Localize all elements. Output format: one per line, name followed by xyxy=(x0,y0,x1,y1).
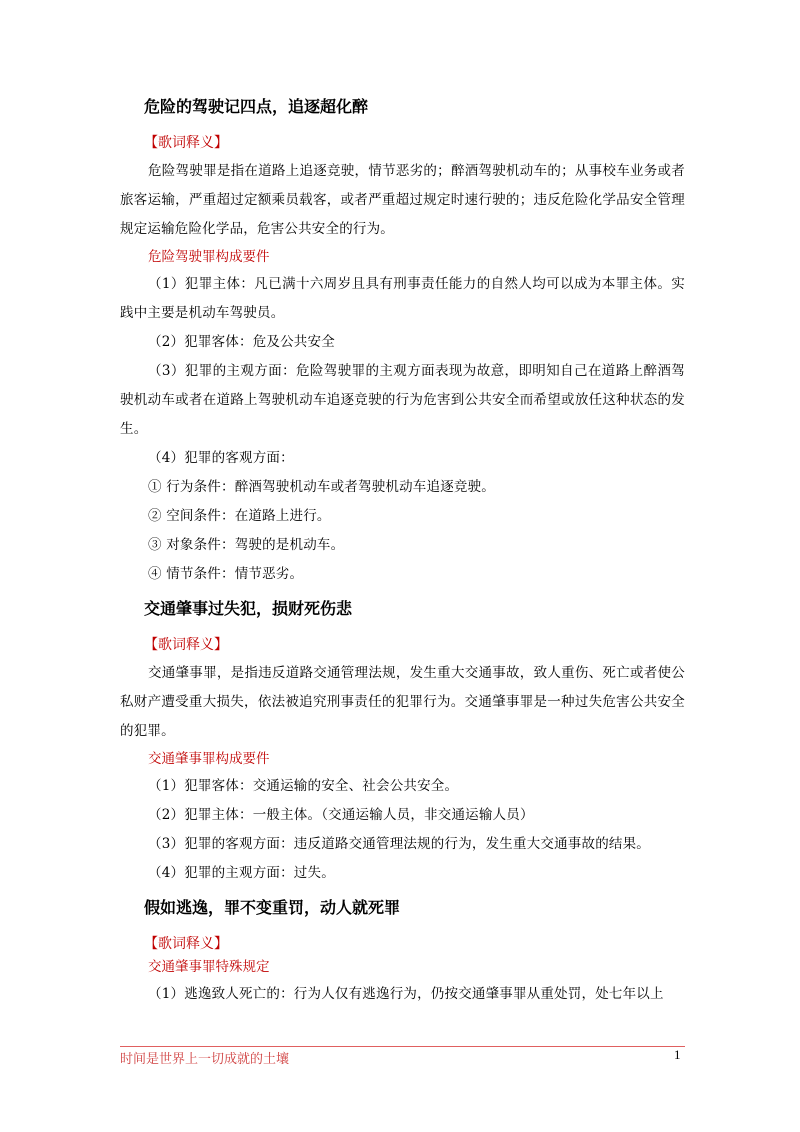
section1-bullet-3: ③ 对象条件：驾驶的是机动车。 xyxy=(148,537,345,553)
section1-bullet-2: ② 空间条件：在道路上进行。 xyxy=(148,508,331,524)
section3-item-1: （1）逃逸致人死亡的：行为人仅有逃逸行为，仍按交通肇事罪从重处罚，处七年以上 xyxy=(148,986,664,1002)
section2-item-4: （4）犯罪的主观方面：过失。 xyxy=(148,865,335,881)
section1-bullet-1: ① 行为条件：醉酒驾驶机动车或者驾驶机动车追逐竞驶。 xyxy=(148,479,495,495)
section1-item-2: （2）犯罪客体：危及公共安全 xyxy=(148,334,335,350)
section1-bullet-4: ④ 情节条件：情节恶劣。 xyxy=(148,566,304,582)
page-number: 1 xyxy=(674,1047,681,1062)
section2-subhead: 交通肇事罪构成要件 xyxy=(148,751,270,767)
section2-title: 交通肇事过失犯，损财死伤悲 xyxy=(144,599,353,618)
section1-definition: 危险驾驶罪是指在道路上追逐竞驶，情节恶劣的；醉酒驾驶机动车的；从事校车业务或者旅客运输，严重超过定额乘员载客，或者严重超过规定时速行驶的；违反危险化学品安全管理规定运输危险化学品，危害公共安全的行为。 xyxy=(120,163,685,237)
section2-item-1: （1）犯罪客体：交通运输的安全、社会公共安全。 xyxy=(148,778,459,794)
section2-item-2: （2）犯罪主体：一般主体。（交通运输人员，非交通运输人员） xyxy=(148,807,534,823)
section1-title: 危险的驾驶记四点，追逐超化醉 xyxy=(144,97,369,116)
section2-item-3: （3）犯罪的客观方面：违反道路交通管理法规的行为，发生重大交通事故的结果。 xyxy=(148,836,650,852)
page-content xyxy=(120,95,685,1009)
section1-item-4: （4）犯罪的客观方面： xyxy=(148,450,294,466)
section1-item-1: （1）犯罪主体：凡已满十六周岁且具有刑事责任能力的自然人均可以成为本罪主体。实践中主要是机动车驾驶员。 xyxy=(120,276,685,321)
footer-divider xyxy=(120,1046,685,1047)
footer-motto: 时间是世界上一切成就的土壤 xyxy=(120,1052,290,1067)
section3-lyrics-tag: 【歌词释义】 xyxy=(144,936,228,952)
section1-lyrics-tag: 【歌词释义】 xyxy=(144,135,228,151)
section1-subhead: 危险驾驶罪构成要件 xyxy=(148,249,270,265)
section2-lyrics-tag: 【歌词释义】 xyxy=(144,637,228,653)
section3-title: 假如逃逸，罪不变重罚，动人就死罪 xyxy=(144,898,401,917)
section3-subhead: 交通肇事罪特殊规定 xyxy=(148,959,270,975)
section1-item-3: （3）犯罪的主观方面：危险驾驶罪的主观方面表现为故意，即明知自己在道路上醉酒驾驶机动车或者在道路上驾驶机动车追逐竞驶的行为危害到公共安全而希望或放任这种状态的发生。 xyxy=(120,363,685,437)
section2-definition: 交通肇事罪，是指违反道路交通管理法规，发生重大交通事故，致人重伤、死亡或者使公私财产遭受重大损失，依法被追究刑事责任的犯罪行为。交通肇事罪是一种过失危害公共安全的犯罪。 xyxy=(120,665,685,739)
